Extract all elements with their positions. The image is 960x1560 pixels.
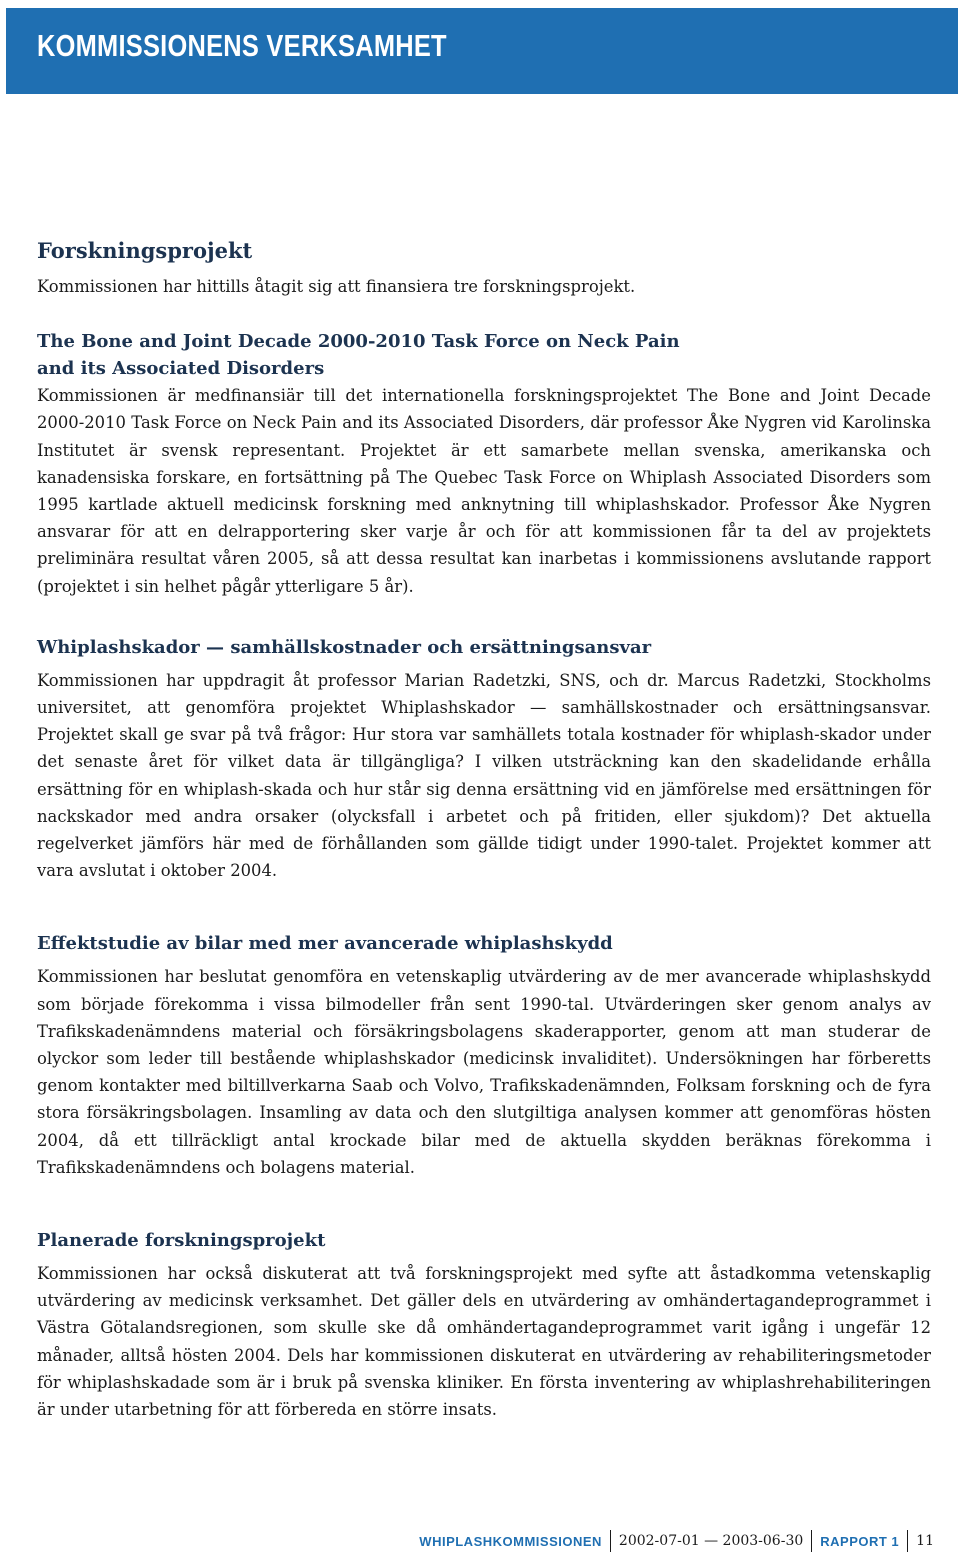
footer-dates: 2002-07-01 — 2003-06-30: [618, 1533, 804, 1549]
page-title: KOMMISSIONENS VERKSAMHET: [37, 28, 447, 63]
main-content: [37, 238, 931, 1423]
section-heading-forskningsprojekt: Forskningsprojekt: [37, 238, 253, 263]
page-number: 11: [916, 1533, 934, 1549]
bone-joint-body: Kommissionen är medfinansiär till det internationella forskningsprojektet The Bone and Joint Decade 2000-2010 Task Force on Neck Pain and its Associated Disorders, där professor Åke Nygren vid Karolinska Institutet är svensk representant. Projektet är ett samarbete mellan svenska, amerikanska och kanadensiska forskare, en fortsättning på The Quebec Task Force on Whiplash Associated Disorders som 1995 kartlade aktuell medicinsk forskning med anknytning till whiplashskador. Professor Åke Nygren ansvarar för att en delrapportering sker varje år och för att kommissionen får ta del av projektets preliminära resultat våren 2005, så att dessa resultat kan inarbetas i kommissionens avslutande rapport (projektet i sin helhet pågår ytterligare 5 år).: [37, 386, 931, 596]
whiplashskador-body: Kommissionen har uppdragit åt professor Marian Radetzki, SNS, och dr. Marcus Radetzki, Stockholms universitet, att genomföra projektet Whiplashskador — samhällskostnader och ersättningsansvar. Projektet skall ge svar på två frågor: Hur stora var samhällets totala kostnader för whiplash-skador under det senaste året för vilket data är tillgängliga? I vilken utsträckning kan den skadelidande erhålla ersättning för en whiplash-skada och hur står sig denna ersättning vid en jämförelse med ersättningen för nackskador med andra orsaker (olycksfall i arbetet och på fritiden, eller sjukdom)? Det aktuella regelverket jämförs här med de förhållanden som gällde tidigt under 1990-talet. Projektet kommer att vara avslutat i oktober 2004.: [37, 670, 931, 881]
forskningsprojekt-intro: Kommissionen har hittills åtagit sig att finansiera tre forskningsprojekt.: [37, 277, 636, 296]
footer-divider: [811, 1530, 812, 1552]
section-heading-bone-joint-line1: The Bone and Joint Decade 2000-2010 Task Force on Neck Pain: [37, 331, 680, 353]
page-footer: [419, 1530, 934, 1552]
planerade-body: Kommissionen har också diskuterat att två forskningsprojekt med syfte att åstadkomma vetenskaplig utvärdering av medicinsk verksamhet. Det gäller dels en utvärdering av omhändertagandeprogrammet i Västra Götalandsregionen, som skulle ske då omhändertagandeprogrammet varit igång i ungefär 12 månader, alltså hösten 2004. Dels har kommissionen diskuterat en utvärdering av rehabiliteringsmetoder för whiplashskadade som är i bruk på svenska kliniker. En första inventering av whiplashrehabiliteringen är under utarbetning för att förbereda en större insats.: [37, 1264, 931, 1420]
section-heading-effektstudie: Effektstudie av bilar med mer avancerade whiplashskydd: [37, 933, 613, 955]
section-heading-planerade: Planerade forskningsprojekt: [37, 1230, 326, 1252]
footer-divider: [610, 1530, 611, 1552]
effektstudie-body: Kommissionen har beslutat genomföra en vetenskaplig utvärdering av de mer avancerade whiplashskydd som började förekomma i vissa bilmodeller från sent 1990-tal. Utvärderingen sker genom analys av Trafikskadenämndens material och försäkringsbolagens skaderapporter, genom att man studerar de olyckor som leder till bestående whiplashskador (medicinsk invaliditet). Undersökningen har förberetts genom kontakter med biltillverkarna Saab och Volvo, Trafikskadenämnden, Folksam forskning och de fyra stora försäkringsbolagen. Insamling av data och den slutgiltiga analysen kommer att genomföras hösten 2004, då ett tillräckligt antal krockade bilar med de aktuella skydden beräknas förekomma i Trafikskadenämndens och bolagens material.: [37, 967, 931, 1177]
header-banner: [6, 8, 958, 94]
section-heading-whiplashskador: Whiplashskador — samhällskostnader och ersättningsansvar: [37, 636, 652, 658]
footer-divider: [907, 1530, 908, 1552]
section-heading-bone-joint-line2: and its Associated Disorders: [37, 358, 325, 380]
footer-report: RAPPORT 1: [820, 1533, 900, 1549]
footer-brand: WHIPLASHKOMMISSIONEN: [419, 1533, 602, 1549]
